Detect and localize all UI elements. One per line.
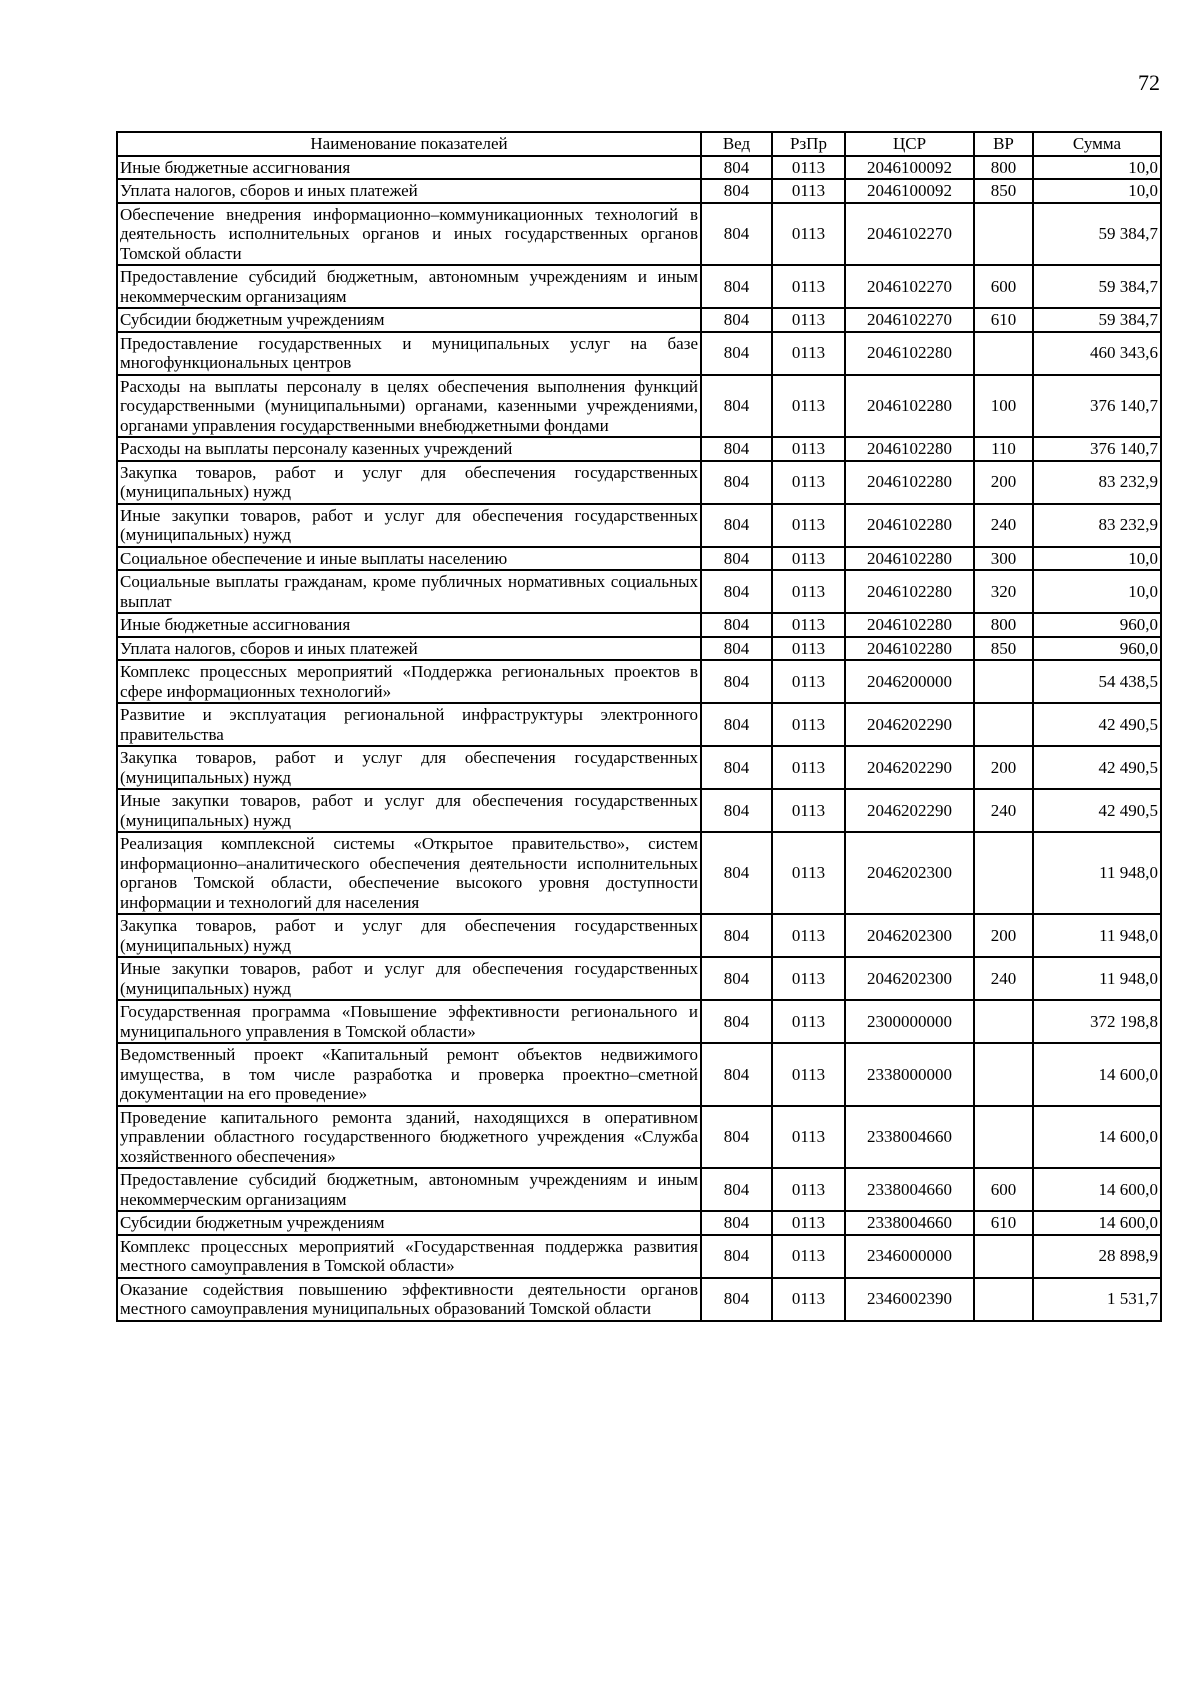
cell-rzpr: 0113 bbox=[772, 1211, 845, 1235]
cell-ved: 804 bbox=[701, 1211, 772, 1235]
cell-ved: 804 bbox=[701, 1235, 772, 1278]
cell-rzpr: 0113 bbox=[772, 1043, 845, 1106]
cell-vr bbox=[974, 1278, 1033, 1321]
table-row bbox=[117, 1278, 1161, 1321]
cell-rzpr: 0113 bbox=[772, 789, 845, 832]
cell-sum: 59 384,7 bbox=[1033, 308, 1161, 332]
cell-csr: 2046202290 bbox=[845, 703, 974, 746]
cell-ved: 804 bbox=[701, 957, 772, 1000]
header-vr: ВР bbox=[974, 132, 1033, 156]
cell-sum: 83 232,9 bbox=[1033, 504, 1161, 547]
cell-vr: 100 bbox=[974, 375, 1033, 438]
budget-table bbox=[116, 131, 1162, 1322]
cell-rzpr: 0113 bbox=[772, 613, 845, 637]
cell-csr: 2338000000 bbox=[845, 1043, 974, 1106]
table-row bbox=[117, 746, 1161, 789]
cell-ved: 804 bbox=[701, 1168, 772, 1211]
cell-ved: 804 bbox=[701, 703, 772, 746]
table-row bbox=[117, 504, 1161, 547]
table-row bbox=[117, 613, 1161, 637]
cell-sum: 960,0 bbox=[1033, 613, 1161, 637]
cell-sum: 42 490,5 bbox=[1033, 789, 1161, 832]
table-row bbox=[117, 1211, 1161, 1235]
cell-rzpr: 0113 bbox=[772, 547, 845, 571]
cell-name: Иные бюджетные ассигнования bbox=[117, 613, 701, 637]
cell-csr: 2300000000 bbox=[845, 1000, 974, 1043]
cell-vr bbox=[974, 1000, 1033, 1043]
cell-name: Социальное обеспечение и иные выплаты населению bbox=[117, 547, 701, 571]
cell-ved: 804 bbox=[701, 746, 772, 789]
cell-csr: 2046202300 bbox=[845, 957, 974, 1000]
cell-vr: 800 bbox=[974, 156, 1033, 180]
cell-rzpr: 0113 bbox=[772, 1106, 845, 1169]
cell-rzpr: 0113 bbox=[772, 179, 845, 203]
cell-vr bbox=[974, 832, 1033, 914]
cell-rzpr: 0113 bbox=[772, 156, 845, 180]
cell-name: Ведомственный проект «Капитальный ремонт объектов недвижимого имущества, в том числе разработка и проверка проектно–сметной документации на его проведение» bbox=[117, 1043, 701, 1106]
cell-vr: 610 bbox=[974, 1211, 1033, 1235]
cell-csr: 2046202290 bbox=[845, 746, 974, 789]
cell-ved: 804 bbox=[701, 547, 772, 571]
cell-name: Иные бюджетные ассигнования bbox=[117, 156, 701, 180]
cell-rzpr: 0113 bbox=[772, 1000, 845, 1043]
cell-sum: 372 198,8 bbox=[1033, 1000, 1161, 1043]
cell-sum: 10,0 bbox=[1033, 570, 1161, 613]
header-row bbox=[117, 132, 1161, 156]
cell-csr: 2046202300 bbox=[845, 832, 974, 914]
cell-name: Предоставление субсидий бюджетным, автономным учреждениям и иным некоммерческим организациям bbox=[117, 265, 701, 308]
cell-csr: 2338004660 bbox=[845, 1168, 974, 1211]
cell-sum: 14 600,0 bbox=[1033, 1168, 1161, 1211]
cell-csr: 2046100092 bbox=[845, 179, 974, 203]
cell-name: Оказание содействия повышению эффективности деятельности органов местного самоуправления муниципальных образований Томской области bbox=[117, 1278, 701, 1321]
cell-name: Уплата налогов, сборов и иных платежей bbox=[117, 179, 701, 203]
cell-csr: 2046102270 bbox=[845, 308, 974, 332]
table-row bbox=[117, 637, 1161, 661]
cell-sum: 1 531,7 bbox=[1033, 1278, 1161, 1321]
cell-sum: 28 898,9 bbox=[1033, 1235, 1161, 1278]
cell-rzpr: 0113 bbox=[772, 375, 845, 438]
table-row bbox=[117, 789, 1161, 832]
header-sum: Сумма bbox=[1033, 132, 1161, 156]
cell-name: Расходы на выплаты персоналу казенных учреждений bbox=[117, 437, 701, 461]
cell-vr: 300 bbox=[974, 547, 1033, 571]
cell-vr: 600 bbox=[974, 1168, 1033, 1211]
cell-vr bbox=[974, 703, 1033, 746]
cell-ved: 804 bbox=[701, 265, 772, 308]
cell-rzpr: 0113 bbox=[772, 637, 845, 661]
table-row bbox=[117, 332, 1161, 375]
cell-ved: 804 bbox=[701, 156, 772, 180]
header-ved: Вед bbox=[701, 132, 772, 156]
cell-name: Предоставление государственных и муниципальных услуг на базе многофункциональных центров bbox=[117, 332, 701, 375]
cell-vr: 600 bbox=[974, 265, 1033, 308]
cell-vr bbox=[974, 332, 1033, 375]
cell-rzpr: 0113 bbox=[772, 832, 845, 914]
cell-rzpr: 0113 bbox=[772, 746, 845, 789]
cell-vr: 850 bbox=[974, 637, 1033, 661]
cell-vr bbox=[974, 1106, 1033, 1169]
cell-ved: 804 bbox=[701, 1000, 772, 1043]
cell-csr: 2046102280 bbox=[845, 570, 974, 613]
cell-csr: 2046102270 bbox=[845, 265, 974, 308]
cell-ved: 804 bbox=[701, 660, 772, 703]
cell-sum: 59 384,7 bbox=[1033, 265, 1161, 308]
cell-vr: 610 bbox=[974, 308, 1033, 332]
cell-vr: 110 bbox=[974, 437, 1033, 461]
cell-vr: 800 bbox=[974, 613, 1033, 637]
cell-name: Субсидии бюджетным учреждениям bbox=[117, 308, 701, 332]
cell-csr: 2046200000 bbox=[845, 660, 974, 703]
cell-ved: 804 bbox=[701, 308, 772, 332]
header-csr: ЦСР bbox=[845, 132, 974, 156]
cell-ved: 804 bbox=[701, 637, 772, 661]
cell-sum: 14 600,0 bbox=[1033, 1043, 1161, 1106]
table-row bbox=[117, 203, 1161, 266]
cell-vr: 240 bbox=[974, 957, 1033, 1000]
cell-name: Реализация комплексной системы «Открытое правительство», систем информационно–аналитического обеспечения деятельности исполнительных органов Томской области, обеспечение высокого уровня доступности информации и технологий для населения bbox=[117, 832, 701, 914]
cell-name: Закупка товаров, работ и услуг для обеспечения государственных (муниципальных) нужд bbox=[117, 746, 701, 789]
cell-rzpr: 0113 bbox=[772, 265, 845, 308]
table-row bbox=[117, 914, 1161, 957]
cell-vr: 240 bbox=[974, 504, 1033, 547]
table-row bbox=[117, 1168, 1161, 1211]
cell-rzpr: 0113 bbox=[772, 957, 845, 1000]
table-row bbox=[117, 461, 1161, 504]
cell-vr bbox=[974, 203, 1033, 266]
cell-name: Закупка товаров, работ и услуг для обеспечения государственных (муниципальных) нужд bbox=[117, 461, 701, 504]
cell-name: Государственная программа «Повышение эффективности регионального и муниципального управления в Томской области» bbox=[117, 1000, 701, 1043]
table-row bbox=[117, 1106, 1161, 1169]
cell-name: Расходы на выплаты персоналу в целях обеспечения выполнения функций государственными (муниципальными) органами, казенными учреждениями, органами управления государственными внебюджетными фондами bbox=[117, 375, 701, 438]
cell-sum: 960,0 bbox=[1033, 637, 1161, 661]
cell-sum: 10,0 bbox=[1033, 156, 1161, 180]
cell-sum: 42 490,5 bbox=[1033, 703, 1161, 746]
cell-rzpr: 0113 bbox=[772, 1168, 845, 1211]
cell-csr: 2046102280 bbox=[845, 461, 974, 504]
cell-csr: 2046102270 bbox=[845, 203, 974, 266]
cell-sum: 376 140,7 bbox=[1033, 375, 1161, 438]
cell-vr: 200 bbox=[974, 914, 1033, 957]
cell-ved: 804 bbox=[701, 570, 772, 613]
cell-name: Социальные выплаты гражданам, кроме публичных нормативных социальных выплат bbox=[117, 570, 701, 613]
table-row bbox=[117, 703, 1161, 746]
cell-name: Предоставление субсидий бюджетным, автономным учреждениям и иным некоммерческим организациям bbox=[117, 1168, 701, 1211]
cell-sum: 460 343,6 bbox=[1033, 332, 1161, 375]
cell-csr: 2346002390 bbox=[845, 1278, 974, 1321]
cell-name: Уплата налогов, сборов и иных платежей bbox=[117, 637, 701, 661]
cell-name: Комплекс процессных мероприятий «Государственная поддержка развития местного самоуправления в Томской области» bbox=[117, 1235, 701, 1278]
cell-csr: 2346000000 bbox=[845, 1235, 974, 1278]
table-body bbox=[117, 156, 1161, 1321]
cell-vr: 200 bbox=[974, 746, 1033, 789]
table-row bbox=[117, 437, 1161, 461]
cell-ved: 804 bbox=[701, 504, 772, 547]
cell-sum: 42 490,5 bbox=[1033, 746, 1161, 789]
cell-ved: 804 bbox=[701, 832, 772, 914]
header-rzpr: РзПр bbox=[772, 132, 845, 156]
cell-rzpr: 0113 bbox=[772, 203, 845, 266]
cell-sum: 54 438,5 bbox=[1033, 660, 1161, 703]
cell-rzpr: 0113 bbox=[772, 703, 845, 746]
table-row bbox=[117, 547, 1161, 571]
cell-sum: 11 948,0 bbox=[1033, 832, 1161, 914]
cell-name: Развитие и эксплуатация региональной инфраструктуры электронного правительства bbox=[117, 703, 701, 746]
cell-ved: 804 bbox=[701, 1278, 772, 1321]
cell-name: Проведение капитального ремонта зданий, находящихся в оперативном управлении областного государственного бюджетного учреждения «Служба хозяйственного обеспечения» bbox=[117, 1106, 701, 1169]
cell-ved: 804 bbox=[701, 1043, 772, 1106]
table-row bbox=[117, 308, 1161, 332]
cell-name: Иные закупки товаров, работ и услуг для обеспечения государственных (муниципальных) нужд bbox=[117, 957, 701, 1000]
cell-vr: 240 bbox=[974, 789, 1033, 832]
table-row bbox=[117, 375, 1161, 438]
cell-ved: 804 bbox=[701, 914, 772, 957]
cell-ved: 804 bbox=[701, 461, 772, 504]
cell-csr: 2338004660 bbox=[845, 1106, 974, 1169]
cell-csr: 2046102280 bbox=[845, 332, 974, 375]
cell-sum: 10,0 bbox=[1033, 179, 1161, 203]
table-row bbox=[117, 570, 1161, 613]
cell-vr bbox=[974, 1235, 1033, 1278]
cell-ved: 804 bbox=[701, 332, 772, 375]
cell-rzpr: 0113 bbox=[772, 570, 845, 613]
cell-sum: 11 948,0 bbox=[1033, 957, 1161, 1000]
cell-sum: 10,0 bbox=[1033, 547, 1161, 571]
cell-rzpr: 0113 bbox=[772, 437, 845, 461]
table-row bbox=[117, 1235, 1161, 1278]
cell-ved: 804 bbox=[701, 789, 772, 832]
cell-vr bbox=[974, 1043, 1033, 1106]
cell-csr: 2046102280 bbox=[845, 637, 974, 661]
table-header bbox=[117, 132, 1161, 156]
table-row bbox=[117, 179, 1161, 203]
cell-sum: 83 232,9 bbox=[1033, 461, 1161, 504]
cell-csr: 2046102280 bbox=[845, 375, 974, 438]
page-number: 72 bbox=[1138, 70, 1160, 95]
cell-sum: 11 948,0 bbox=[1033, 914, 1161, 957]
cell-ved: 804 bbox=[701, 1106, 772, 1169]
cell-name: Закупка товаров, работ и услуг для обеспечения государственных (муниципальных) нужд bbox=[117, 914, 701, 957]
cell-rzpr: 0113 bbox=[772, 1235, 845, 1278]
cell-rzpr: 0113 bbox=[772, 1278, 845, 1321]
cell-name: Комплекс процессных мероприятий «Поддержка региональных проектов в сфере информационных технологий» bbox=[117, 660, 701, 703]
cell-ved: 804 bbox=[701, 203, 772, 266]
table-row bbox=[117, 156, 1161, 180]
table-row bbox=[117, 265, 1161, 308]
cell-csr: 2046102280 bbox=[845, 437, 974, 461]
cell-csr: 2046100092 bbox=[845, 156, 974, 180]
cell-vr bbox=[974, 660, 1033, 703]
cell-ved: 804 bbox=[701, 613, 772, 637]
cell-rzpr: 0113 bbox=[772, 332, 845, 375]
cell-sum: 14 600,0 bbox=[1033, 1106, 1161, 1169]
cell-sum: 59 384,7 bbox=[1033, 203, 1161, 266]
cell-name: Обеспечение внедрения информационно–коммуникационных технологий в деятельность исполнительных органов и иных государственных органов Томской области bbox=[117, 203, 701, 266]
cell-csr: 2046102280 bbox=[845, 504, 974, 547]
cell-csr: 2046102280 bbox=[845, 547, 974, 571]
cell-sum: 376 140,7 bbox=[1033, 437, 1161, 461]
cell-csr: 2338004660 bbox=[845, 1211, 974, 1235]
table-row bbox=[117, 957, 1161, 1000]
cell-vr: 320 bbox=[974, 570, 1033, 613]
cell-csr: 2046202300 bbox=[845, 914, 974, 957]
cell-vr: 850 bbox=[974, 179, 1033, 203]
cell-rzpr: 0113 bbox=[772, 914, 845, 957]
cell-rzpr: 0113 bbox=[772, 660, 845, 703]
cell-name: Иные закупки товаров, работ и услуг для обеспечения государственных (муниципальных) нужд bbox=[117, 504, 701, 547]
cell-ved: 804 bbox=[701, 437, 772, 461]
table-row bbox=[117, 1043, 1161, 1106]
cell-rzpr: 0113 bbox=[772, 504, 845, 547]
table-row bbox=[117, 1000, 1161, 1043]
cell-sum: 14 600,0 bbox=[1033, 1211, 1161, 1235]
header-name: Наименование показателей bbox=[117, 132, 701, 156]
cell-csr: 2046102280 bbox=[845, 613, 974, 637]
cell-name: Субсидии бюджетным учреждениям bbox=[117, 1211, 701, 1235]
cell-vr: 200 bbox=[974, 461, 1033, 504]
table-row bbox=[117, 660, 1161, 703]
table-row bbox=[117, 832, 1161, 914]
cell-rzpr: 0113 bbox=[772, 308, 845, 332]
cell-rzpr: 0113 bbox=[772, 461, 845, 504]
cell-ved: 804 bbox=[701, 375, 772, 438]
cell-csr: 2046202290 bbox=[845, 789, 974, 832]
cell-name: Иные закупки товаров, работ и услуг для обеспечения государственных (муниципальных) нужд bbox=[117, 789, 701, 832]
cell-ved: 804 bbox=[701, 179, 772, 203]
